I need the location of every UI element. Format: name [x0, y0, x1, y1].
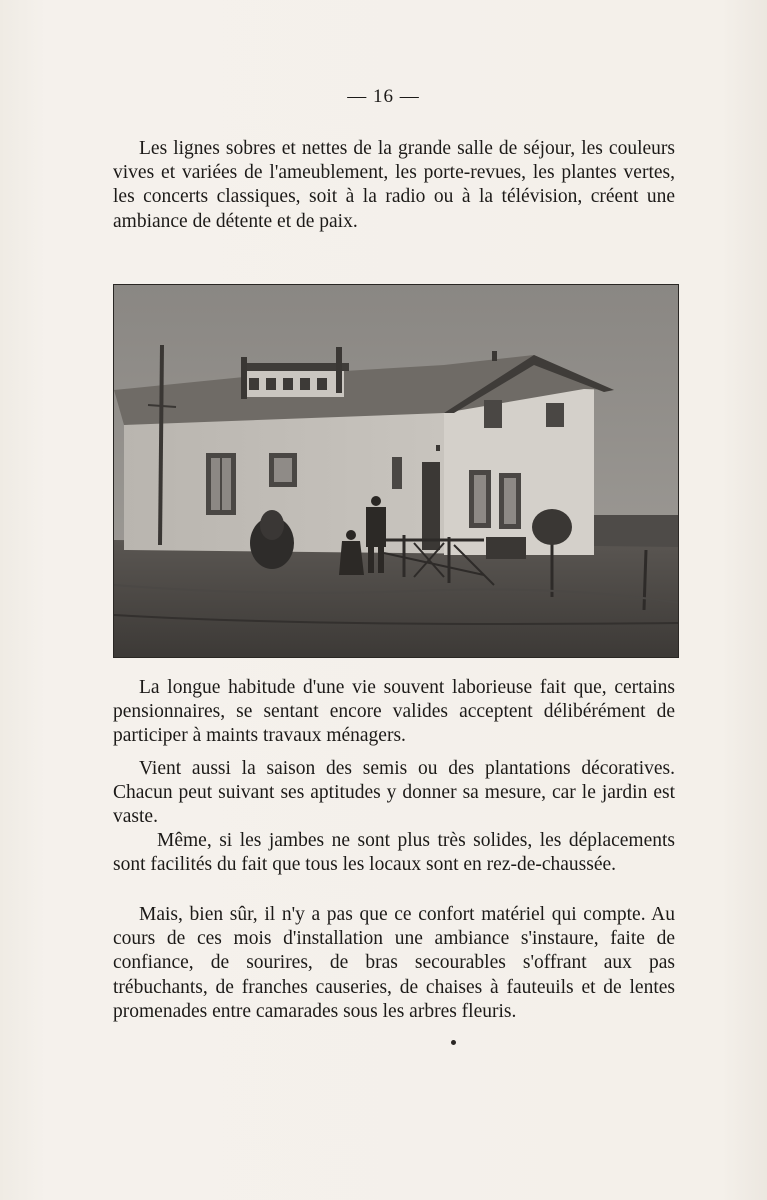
- paragraph-garden: [113, 757, 675, 830]
- house-photograph: [113, 284, 679, 658]
- paragraph-text: La longue habitude d'une vie souvent laborieuse fait que, certains pensionnaires, se sentant encore valides acceptent délibérément de participer à maints travaux ménagers.: [113, 677, 675, 747]
- paragraph-household-tasks: [113, 676, 675, 749]
- ink-mark: [451, 1040, 456, 1045]
- paragraph-text: Vient aussi la saison des semis ou des plantations décoratives. Chacun peut suivant ses aptitudes y donner sa mesure, car le jardin est vaste.: [113, 758, 675, 828]
- page-number: — 16 —: [347, 86, 420, 107]
- paragraph-living-room: [113, 137, 675, 234]
- house-photo-drawing: [114, 285, 679, 658]
- paragraph-ground-floor: [113, 829, 675, 877]
- paragraph-text: Même, si les jambes ne sont plus très solides, les déplacements sont facilités du fait que tous les locaux sont en rez-de-chaussée.: [113, 830, 675, 876]
- paragraph-atmosphere: [113, 903, 675, 1024]
- paragraph-text: Les lignes sobres et nettes de la grande salle de séjour, les couleurs vives et variées de l'ameublement, les porte-revues, les plantes vertes, les concerts classiques, soit à la radio ou à la télévision, créent une ambiance de détente et de paix.: [113, 138, 675, 232]
- paragraph-text: Mais, bien sûr, il n'y a pas que ce confort matériel qui compte. Au cours de ces mois d'installation une ambiance s'instaure, faite de confiance, de sourires, de bras secourables s'offrant aux pas trébuchants, de franches causeries, de chaises à fauteuils et de lentes promenades entre camarades sous les arbres fleuris.: [113, 904, 675, 1022]
